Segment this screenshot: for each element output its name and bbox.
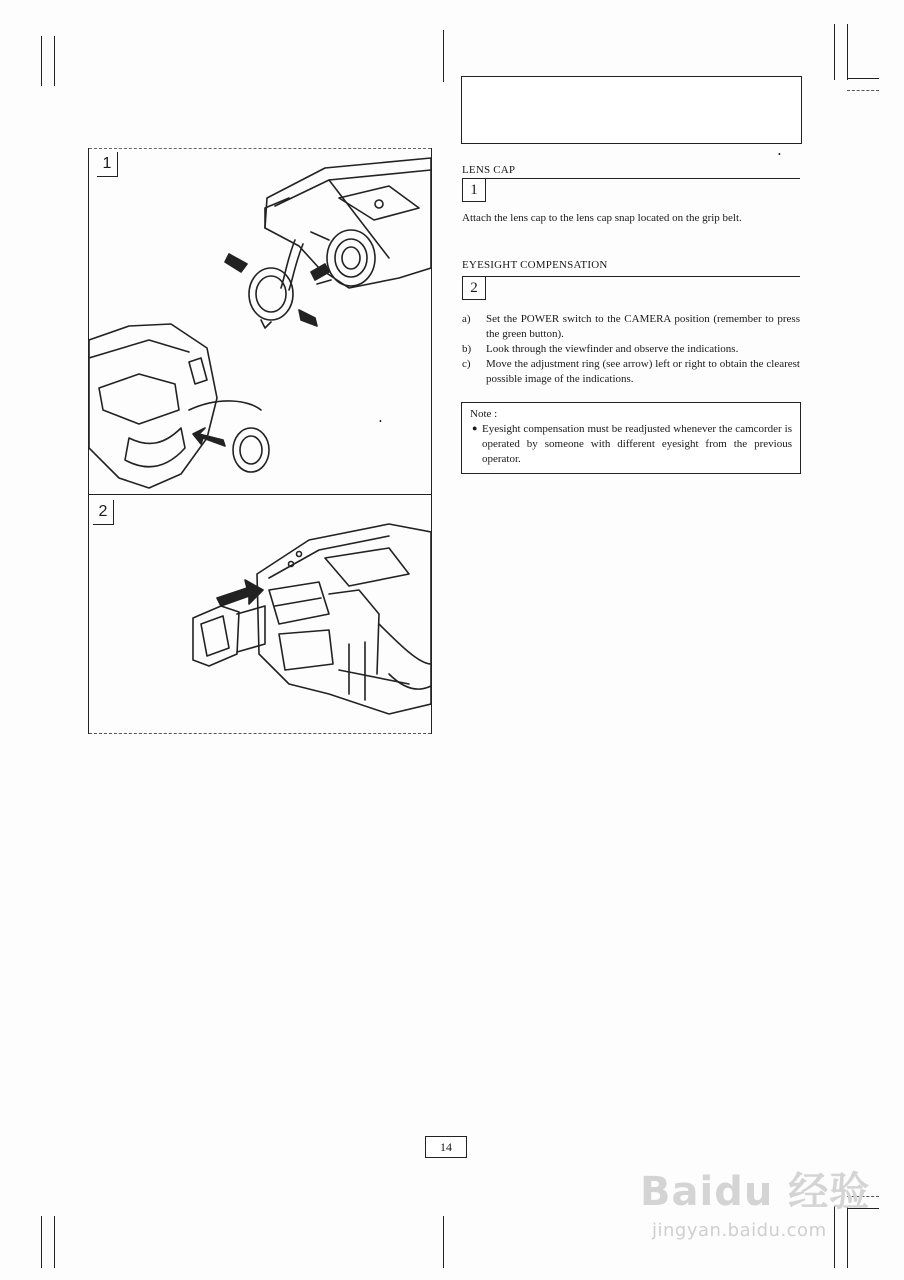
svg-text:•: •	[379, 417, 382, 426]
viewfinder-illustration	[89, 494, 431, 734]
eyesight-item-b	[462, 342, 800, 357]
item-text: Move the adjustment ring (see arrow) left or right to obtain the clearest possible image of the indications.	[486, 358, 800, 385]
crop-mark	[847, 24, 848, 80]
item-label: b)	[462, 343, 472, 355]
crop-mark	[54, 1216, 55, 1268]
crop-mark	[834, 24, 835, 80]
figure-1-label: 1	[97, 152, 118, 177]
crop-mark	[54, 36, 55, 86]
figure-2-label: 2	[93, 500, 114, 525]
eyesight-step	[462, 276, 800, 298]
item-label: a)	[462, 313, 471, 325]
note-text: Eyesight compensation must be readjusted whenever the camcorder is operated by someone with different eyesight from the previous operator.	[482, 423, 792, 465]
crop-mark	[443, 1216, 444, 1268]
crop-mark	[41, 1216, 42, 1268]
watermark-logo: Baidu 经验	[640, 1169, 871, 1215]
lens-cap-step	[462, 178, 800, 200]
figure-panel	[88, 148, 432, 734]
crop-mark	[847, 90, 879, 91]
crop-mark	[847, 78, 879, 79]
lens-cap-heading: LENS CAP	[462, 164, 516, 176]
bullet-icon: ●	[472, 423, 478, 433]
title-box	[461, 76, 802, 144]
item-label: c)	[462, 358, 471, 370]
lens-cap-text: Attach the lens cap to the lens cap snap located on the grip belt.	[462, 212, 742, 224]
eyesight-item-a	[462, 312, 800, 342]
watermark-url: jingyan.baidu.com	[652, 1220, 827, 1241]
note-box	[461, 402, 801, 474]
item-text: Set the POWER switch to the CAMERA position (remember to press the green button).	[486, 313, 800, 340]
eyesight-heading: EYESIGHT COMPENSATION	[462, 259, 608, 271]
eyesight-step-number: 2	[462, 276, 486, 300]
lens-cap-illustration	[89, 148, 431, 494]
crop-mark	[41, 36, 42, 86]
lens-cap-step-number: 1	[462, 178, 486, 202]
page-number: 14	[425, 1136, 467, 1158]
eyesight-item-c	[462, 357, 800, 387]
crop-mark	[443, 30, 444, 82]
note-title: Note :	[470, 408, 498, 420]
item-text: Look through the viewfinder and observe the indications.	[486, 343, 739, 355]
